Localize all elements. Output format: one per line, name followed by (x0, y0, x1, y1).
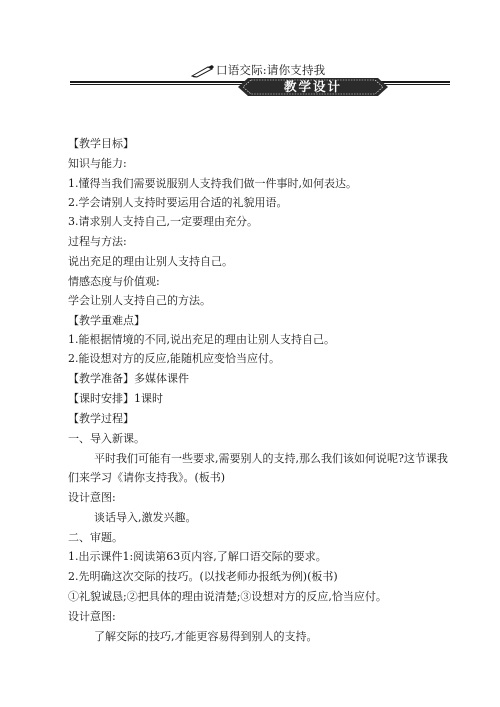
text-line: 【教学重难点】 (68, 314, 145, 327)
banner-label: 教学设计 (283, 79, 342, 94)
text-line: 说出充足的理由让别人支持自己。 (68, 255, 233, 268)
pen-icon (191, 64, 215, 78)
text-line: 【教学目标】 (68, 137, 134, 150)
text-line: 1.能根据情境的不同,说出充足的理由让别人支持自己。 (68, 333, 335, 346)
text-line: 谈话导入,激发兴趣。 (94, 511, 197, 524)
text-line: 平时我们可能有一些要求,需要别人的支持,那么我们该如何说呢?这节课我 (94, 452, 448, 465)
text-line: 【教学准备】多媒体课件 (68, 372, 189, 385)
page-header (70, 60, 450, 110)
text-line: 了解交际的技巧,才能更容易得到别人的支持。 (94, 630, 318, 643)
text-line: 1.出示课件1:阅读第63页内容,了解口语交际的要求。 (68, 550, 327, 563)
text-line: 情感态度与价值观: (68, 275, 160, 288)
section-banner (238, 76, 388, 98)
text-line: 【课时安排】1课时 (68, 392, 163, 405)
text-line: 3.请求别人支持自己,一定要理由充分。 (68, 215, 258, 228)
text-line: 设计意图: (68, 491, 116, 504)
text-line: 二、审题。 (68, 531, 123, 544)
text-line: 2.先明确这次交际的技巧。(以找老师办报纸为例)(板书) (68, 570, 338, 583)
text-line: 过程与方法: (68, 235, 127, 248)
text-line: 学会让别人支持自己的方法。 (68, 294, 211, 307)
text-line: ①礼貌诚恳;②把具体的理由说清楚;③设想对方的反应,恰当应付。 (68, 590, 387, 603)
text-line: 2.能设想对方的反应,能随机应变恰当应付。 (68, 352, 280, 365)
text-line: 们来学习《请你支持我》。(板书) (68, 471, 226, 484)
lesson-title: 口语交际:请你支持我 (216, 63, 326, 77)
text-line: 【教学过程】 (68, 412, 134, 425)
text-line: 1.懂得当我们需要说服别人支持我们做一件事时,如何表达。 (68, 177, 357, 190)
text-line: 一、导入新课。 (68, 432, 145, 445)
text-line: 知识与能力: (68, 157, 127, 170)
text-line: 设计意图: (68, 610, 116, 623)
text-line: 2.学会请别人支持时要运用合适的礼貌用语。 (68, 196, 288, 209)
